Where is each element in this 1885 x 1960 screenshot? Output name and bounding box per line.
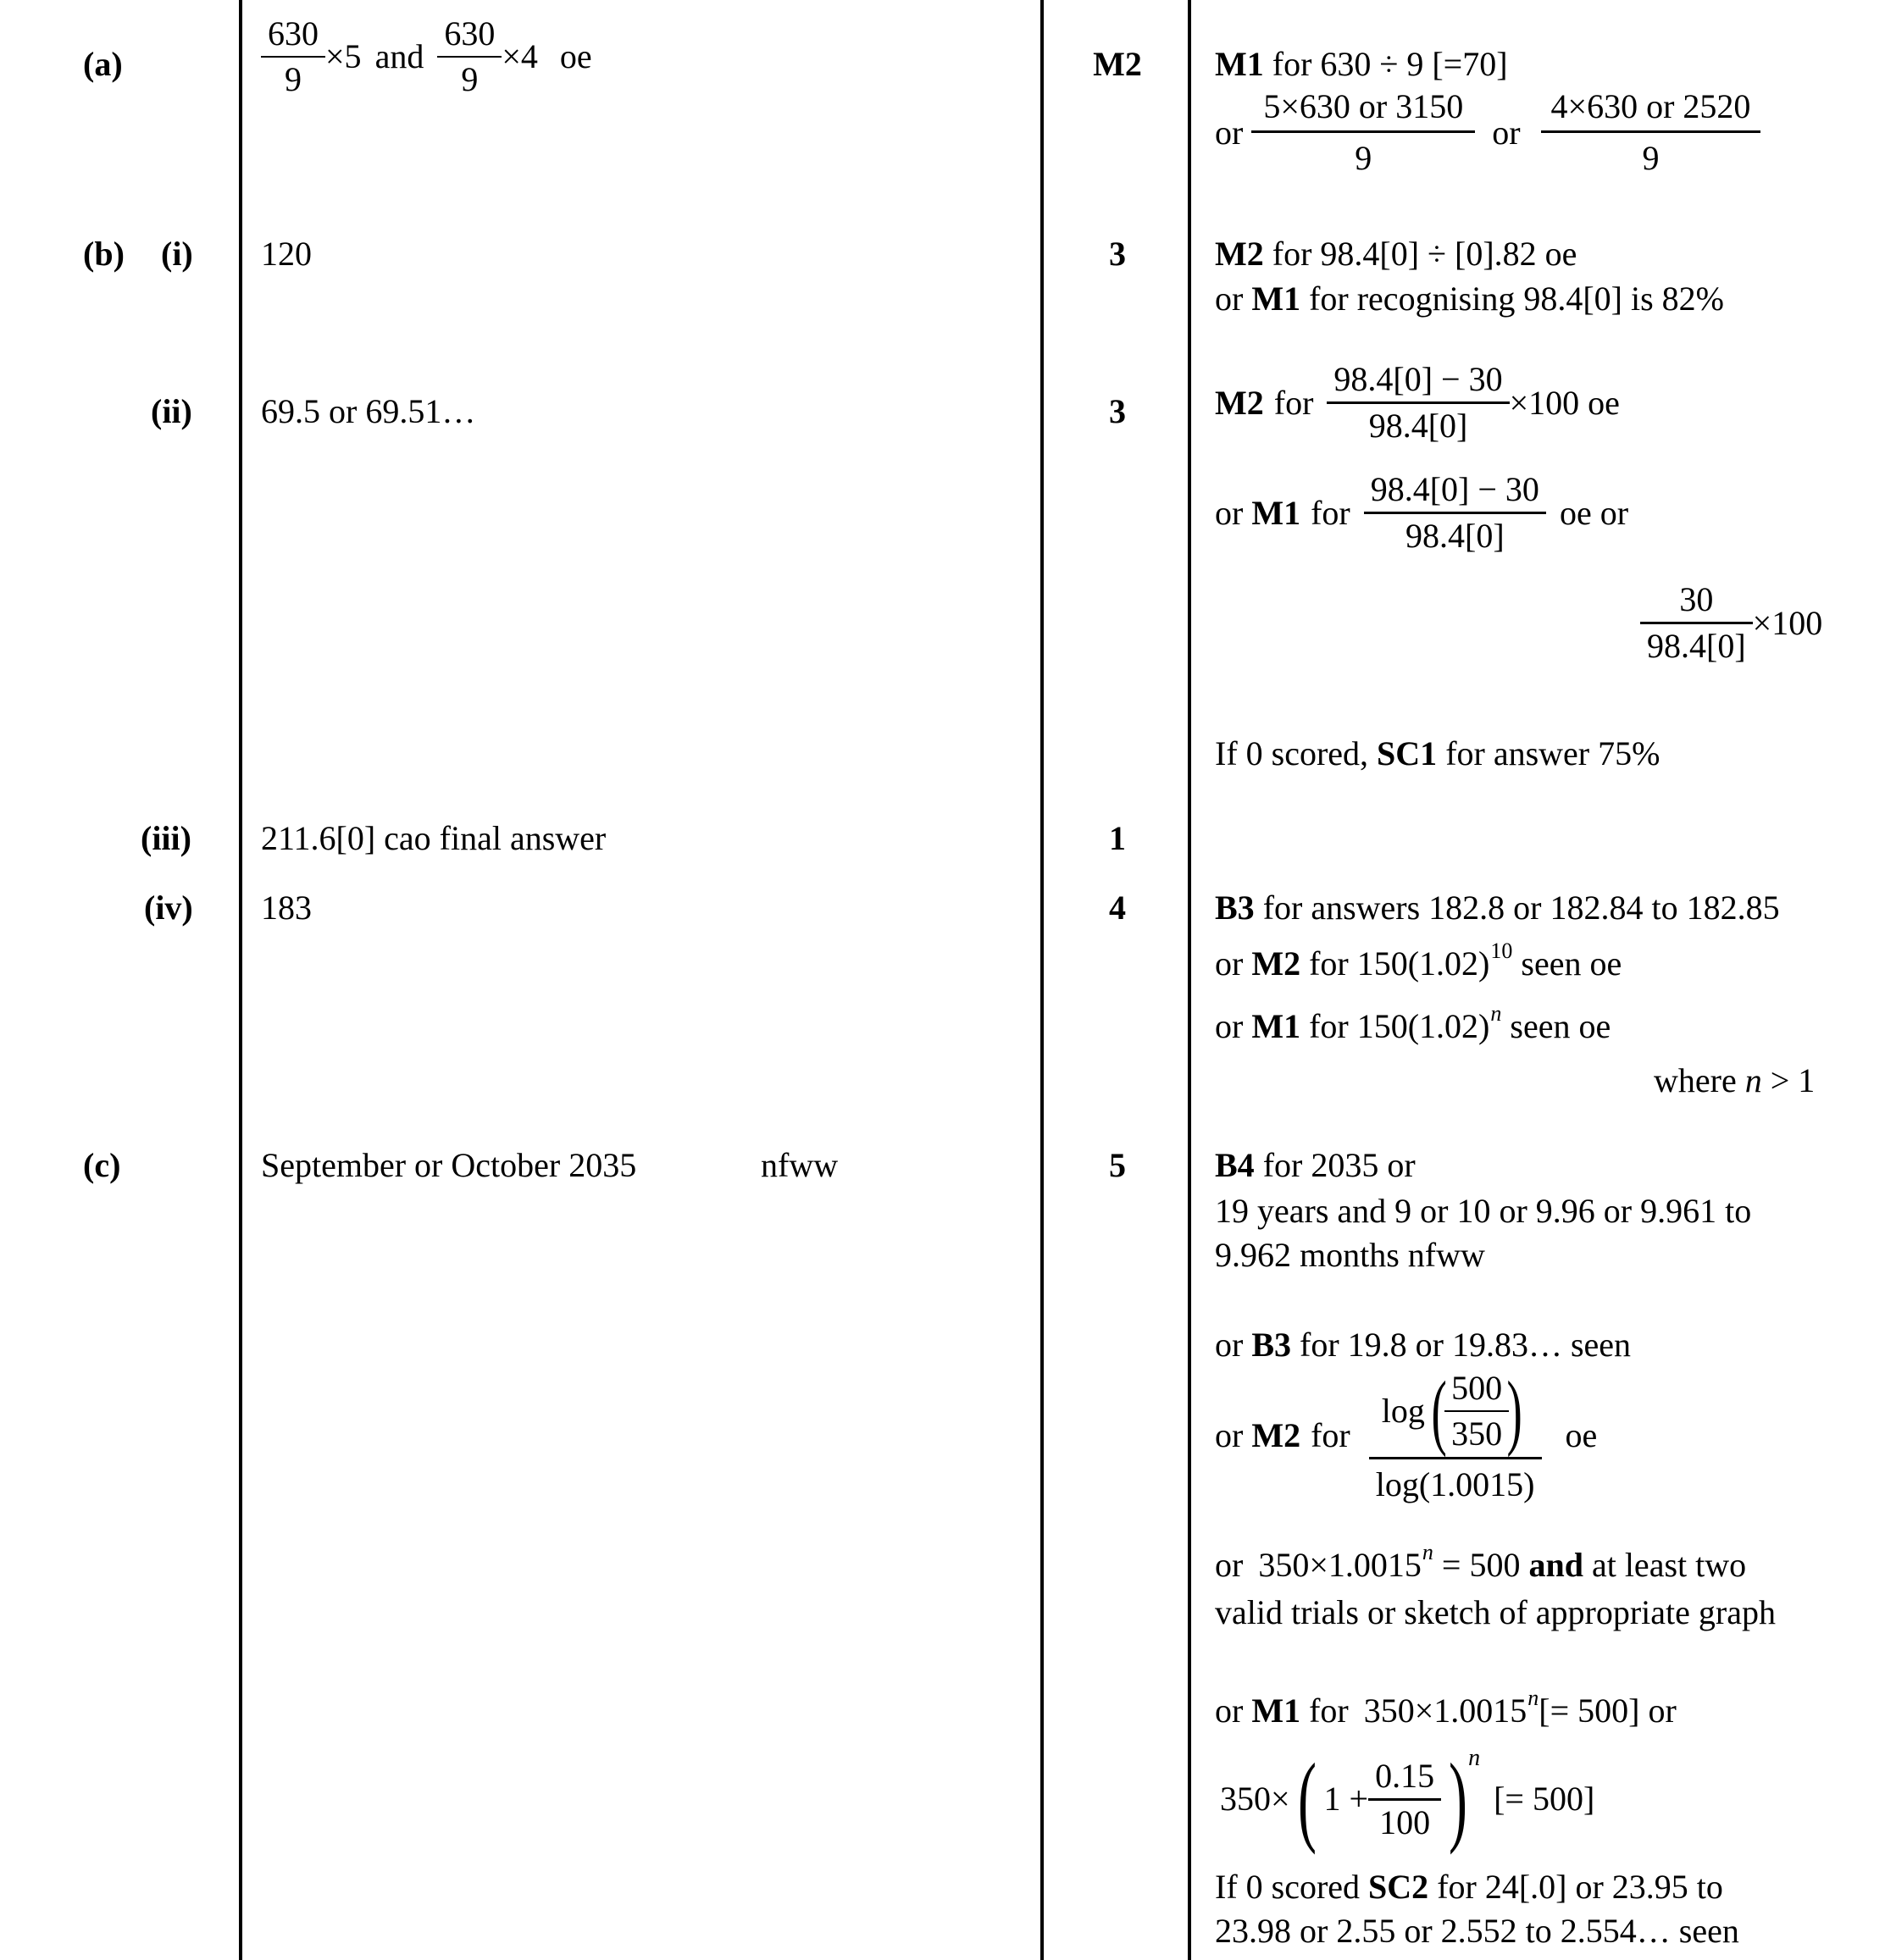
fraction: [1372, 1756, 1438, 1841]
guidance-c-m1-alt: [1220, 1742, 1595, 1855]
superscript: n: [1490, 1001, 1502, 1026]
answer-a: [261, 14, 592, 98]
guidance-text: for 2035 or: [1262, 1146, 1416, 1184]
guidance-text: for 19.8 or 19.83… seen: [1300, 1326, 1632, 1364]
guidance-b-iv-where: [1654, 1061, 1816, 1099]
guidance-a-line1: [1215, 47, 1508, 81]
denominator: 9: [261, 56, 325, 97]
mark-code: M2: [1215, 383, 1264, 422]
expr-text: ×100 oe: [1509, 383, 1620, 422]
superscript: n: [1527, 1686, 1539, 1710]
fraction: [1372, 1364, 1538, 1503]
expr-text: = 500: [1441, 1546, 1521, 1584]
or-text: or: [1215, 113, 1244, 152]
for-text: for: [1309, 1691, 1349, 1730]
part-label-b-iii: (iii): [141, 819, 191, 857]
expr-text: ×5: [325, 37, 362, 75]
guidance-c-b3: [1215, 1328, 1631, 1362]
and-text: and: [1528, 1546, 1583, 1584]
part-label-b-iv: (iv): [144, 889, 193, 927]
expr-text: ×100: [1752, 603, 1823, 642]
mark-code: B4: [1215, 1146, 1255, 1184]
guidance-text: > 1: [1770, 1061, 1816, 1099]
expr-text: [= 500] or: [1538, 1691, 1677, 1730]
or-text: or: [1215, 493, 1244, 532]
guidance-b-ii-alt: [1640, 580, 1823, 665]
numerator: 30: [1679, 580, 1714, 618]
superscript: 10: [1490, 938, 1513, 963]
mark-c: 5: [1109, 1146, 1126, 1184]
expr-text: 350×1.0015: [1258, 1546, 1422, 1584]
mark-code: SC1: [1377, 734, 1438, 772]
mark-code: M2: [1215, 235, 1264, 273]
mark-b-ii: 3: [1109, 392, 1126, 430]
fraction: [264, 14, 322, 98]
fraction: [1255, 87, 1472, 177]
expr-text: 350×: [1220, 1780, 1290, 1818]
guidance-c-m1: [1215, 1686, 1677, 1730]
or-text: or: [1215, 1691, 1244, 1730]
denominator: 100: [1368, 1798, 1441, 1840]
column-divider-2: [1040, 0, 1044, 1960]
oe-text: oe: [559, 37, 592, 75]
numerator: 630: [444, 14, 496, 53]
answer-b-ii: 69.5 or 69.51…: [261, 392, 476, 430]
mark-a: M2: [1093, 45, 1142, 83]
fraction: [1367, 470, 1543, 555]
numerator: 630: [268, 14, 319, 53]
mark-code: B3: [1215, 889, 1255, 927]
left-paren: (: [1431, 1364, 1447, 1458]
or-text: or: [1215, 1415, 1244, 1454]
guidance-b-ii-m1: [1215, 470, 1629, 555]
right-paren: ): [1449, 1742, 1468, 1855]
and-text: and: [374, 37, 424, 75]
log-text: log: [1381, 1392, 1425, 1430]
guidance-b-iv-b3: [1215, 891, 1780, 925]
mark-code: M2: [1251, 1415, 1301, 1454]
answer-c: September or October 2035: [261, 1146, 637, 1184]
expr-text: 1 +: [1323, 1780, 1369, 1818]
right-paren: ): [1506, 1364, 1522, 1458]
expr-text: 350×1.0015: [1363, 1691, 1527, 1730]
guidance-b-i-line1: [1215, 237, 1577, 271]
guidance-b-ii-sc: [1215, 734, 1660, 772]
guidance-c-m2: [1215, 1364, 1598, 1503]
for-text: for: [1273, 383, 1314, 422]
part-label-b-ii: (ii): [151, 392, 192, 430]
guidance-text: for 98.4[0] ÷ [0].82 oe: [1272, 235, 1577, 273]
mark-code: M1: [1251, 280, 1301, 318]
mark-code: M1: [1251, 493, 1301, 532]
denominator: 9: [1541, 130, 1761, 175]
guidance-c-sc: [1215, 1870, 1723, 1904]
guidance-text: seen oe: [1521, 944, 1622, 983]
guidance-text: where: [1654, 1061, 1737, 1099]
mark-b-i: 3: [1109, 235, 1126, 273]
denominator: 9: [437, 56, 502, 97]
or-text: or: [1215, 944, 1244, 983]
guidance-text: for 630 ÷ 9 [=70]: [1272, 45, 1508, 83]
expr-text: for 150(1.02): [1309, 1007, 1490, 1045]
expr-text: for 150(1.02): [1309, 944, 1490, 983]
mark-b-iii: 1: [1109, 819, 1126, 857]
column-divider-3: [1188, 0, 1191, 1960]
superscript: n: [1468, 1745, 1481, 1771]
for-text: for: [1311, 493, 1350, 532]
guidance-a-line2: [1215, 87, 1760, 177]
fraction: [1544, 87, 1758, 177]
fraction: [1330, 360, 1505, 445]
guidance-c-b4-line3: 9.962 months nfww: [1215, 1236, 1485, 1274]
variable-n: n: [1744, 1061, 1762, 1099]
or-text: or: [1215, 1546, 1244, 1584]
mark-code: B3: [1251, 1326, 1292, 1364]
mark-code: M1: [1215, 45, 1264, 83]
part-label-a: (a): [83, 45, 123, 83]
numerator: [1378, 1364, 1533, 1458]
guidance-text: seen oe: [1510, 1007, 1611, 1045]
denominator: 98.4[0]: [1640, 622, 1753, 663]
denominator: 98.4[0]: [1364, 512, 1546, 553]
numerator: 98.4[0] − 30: [1333, 360, 1503, 398]
expr-text: ×4: [502, 37, 538, 75]
fraction: [441, 14, 498, 98]
guidance-c-trial: [1215, 1540, 1747, 1584]
mark-code: M1: [1251, 1007, 1301, 1045]
or-text: or: [1215, 280, 1244, 318]
left-paren: (: [1297, 1742, 1317, 1855]
denominator: log(1.0015): [1369, 1457, 1542, 1502]
guidance-text: at least two: [1591, 1546, 1747, 1584]
guidance-text: for 24[.0] or 23.95 to: [1437, 1868, 1723, 1906]
guidance-b-iv-m2: [1215, 938, 1622, 983]
or-text: or: [1215, 1007, 1244, 1045]
expr-text: [= 500]: [1494, 1780, 1595, 1818]
numerator: 4×630 or 2520: [1550, 87, 1751, 125]
answer-c-note: nfww: [761, 1146, 839, 1184]
guidance-b-ii-m2: [1215, 360, 1620, 445]
guidance-b-i-line2: [1215, 282, 1724, 316]
guidance-c-b4-line2: 19 years and 9 or 10 or 9.96 or 9.961 to: [1215, 1192, 1752, 1230]
mark-code: M2: [1251, 944, 1301, 983]
part-label-b: (b): [83, 235, 125, 273]
answer-b-iii: 211.6[0] cao final answer: [261, 819, 607, 857]
fraction: [1448, 1371, 1505, 1451]
guidance-text: If 0 scored: [1215, 1868, 1361, 1906]
guidance-text: If 0 scored,: [1215, 734, 1369, 772]
guidance-c-trial-line2: valid trials or sketch of appropriate graph: [1215, 1593, 1776, 1631]
expr-text: oe or: [1559, 493, 1629, 532]
denominator: 350: [1444, 1410, 1509, 1451]
fraction: [1644, 580, 1749, 665]
guidance-text: for answer 75%: [1445, 734, 1660, 772]
guidance-c-sc-line2: 23.98 or 2.55 or 2.552 to 2.554… seen: [1215, 1912, 1739, 1950]
oe-text: oe: [1565, 1415, 1598, 1454]
column-divider-1: [239, 0, 242, 1960]
or-text: or: [1215, 1326, 1244, 1364]
denominator: 9: [1251, 130, 1475, 175]
guidance-b-iv-m1: [1215, 1001, 1611, 1045]
part-label-c: (c): [83, 1146, 121, 1184]
guidance-c-b4: [1215, 1146, 1416, 1184]
mark-code: M1: [1251, 1691, 1301, 1730]
answer-b-i: 120: [261, 235, 312, 273]
or-text: or: [1492, 113, 1521, 152]
part-label-b-i: (i): [161, 235, 193, 273]
numerator: 5×630 or 3150: [1263, 87, 1464, 125]
mark-code: SC2: [1368, 1868, 1429, 1906]
guidance-text: for recognising 98.4[0] is 82%: [1309, 280, 1724, 318]
mark-b-iv: 4: [1109, 889, 1126, 927]
guidance-text: for answers 182.8 or 182.84 to 182.85: [1262, 889, 1780, 927]
numerator: 0.15: [1375, 1756, 1435, 1795]
denominator: 98.4[0]: [1327, 401, 1509, 443]
superscript: n: [1422, 1540, 1433, 1564]
for-text: for: [1311, 1415, 1350, 1454]
numerator: 98.4[0] − 30: [1370, 470, 1539, 508]
answer-b-iv: 183: [261, 889, 312, 927]
numerator: 500: [1451, 1369, 1503, 1407]
